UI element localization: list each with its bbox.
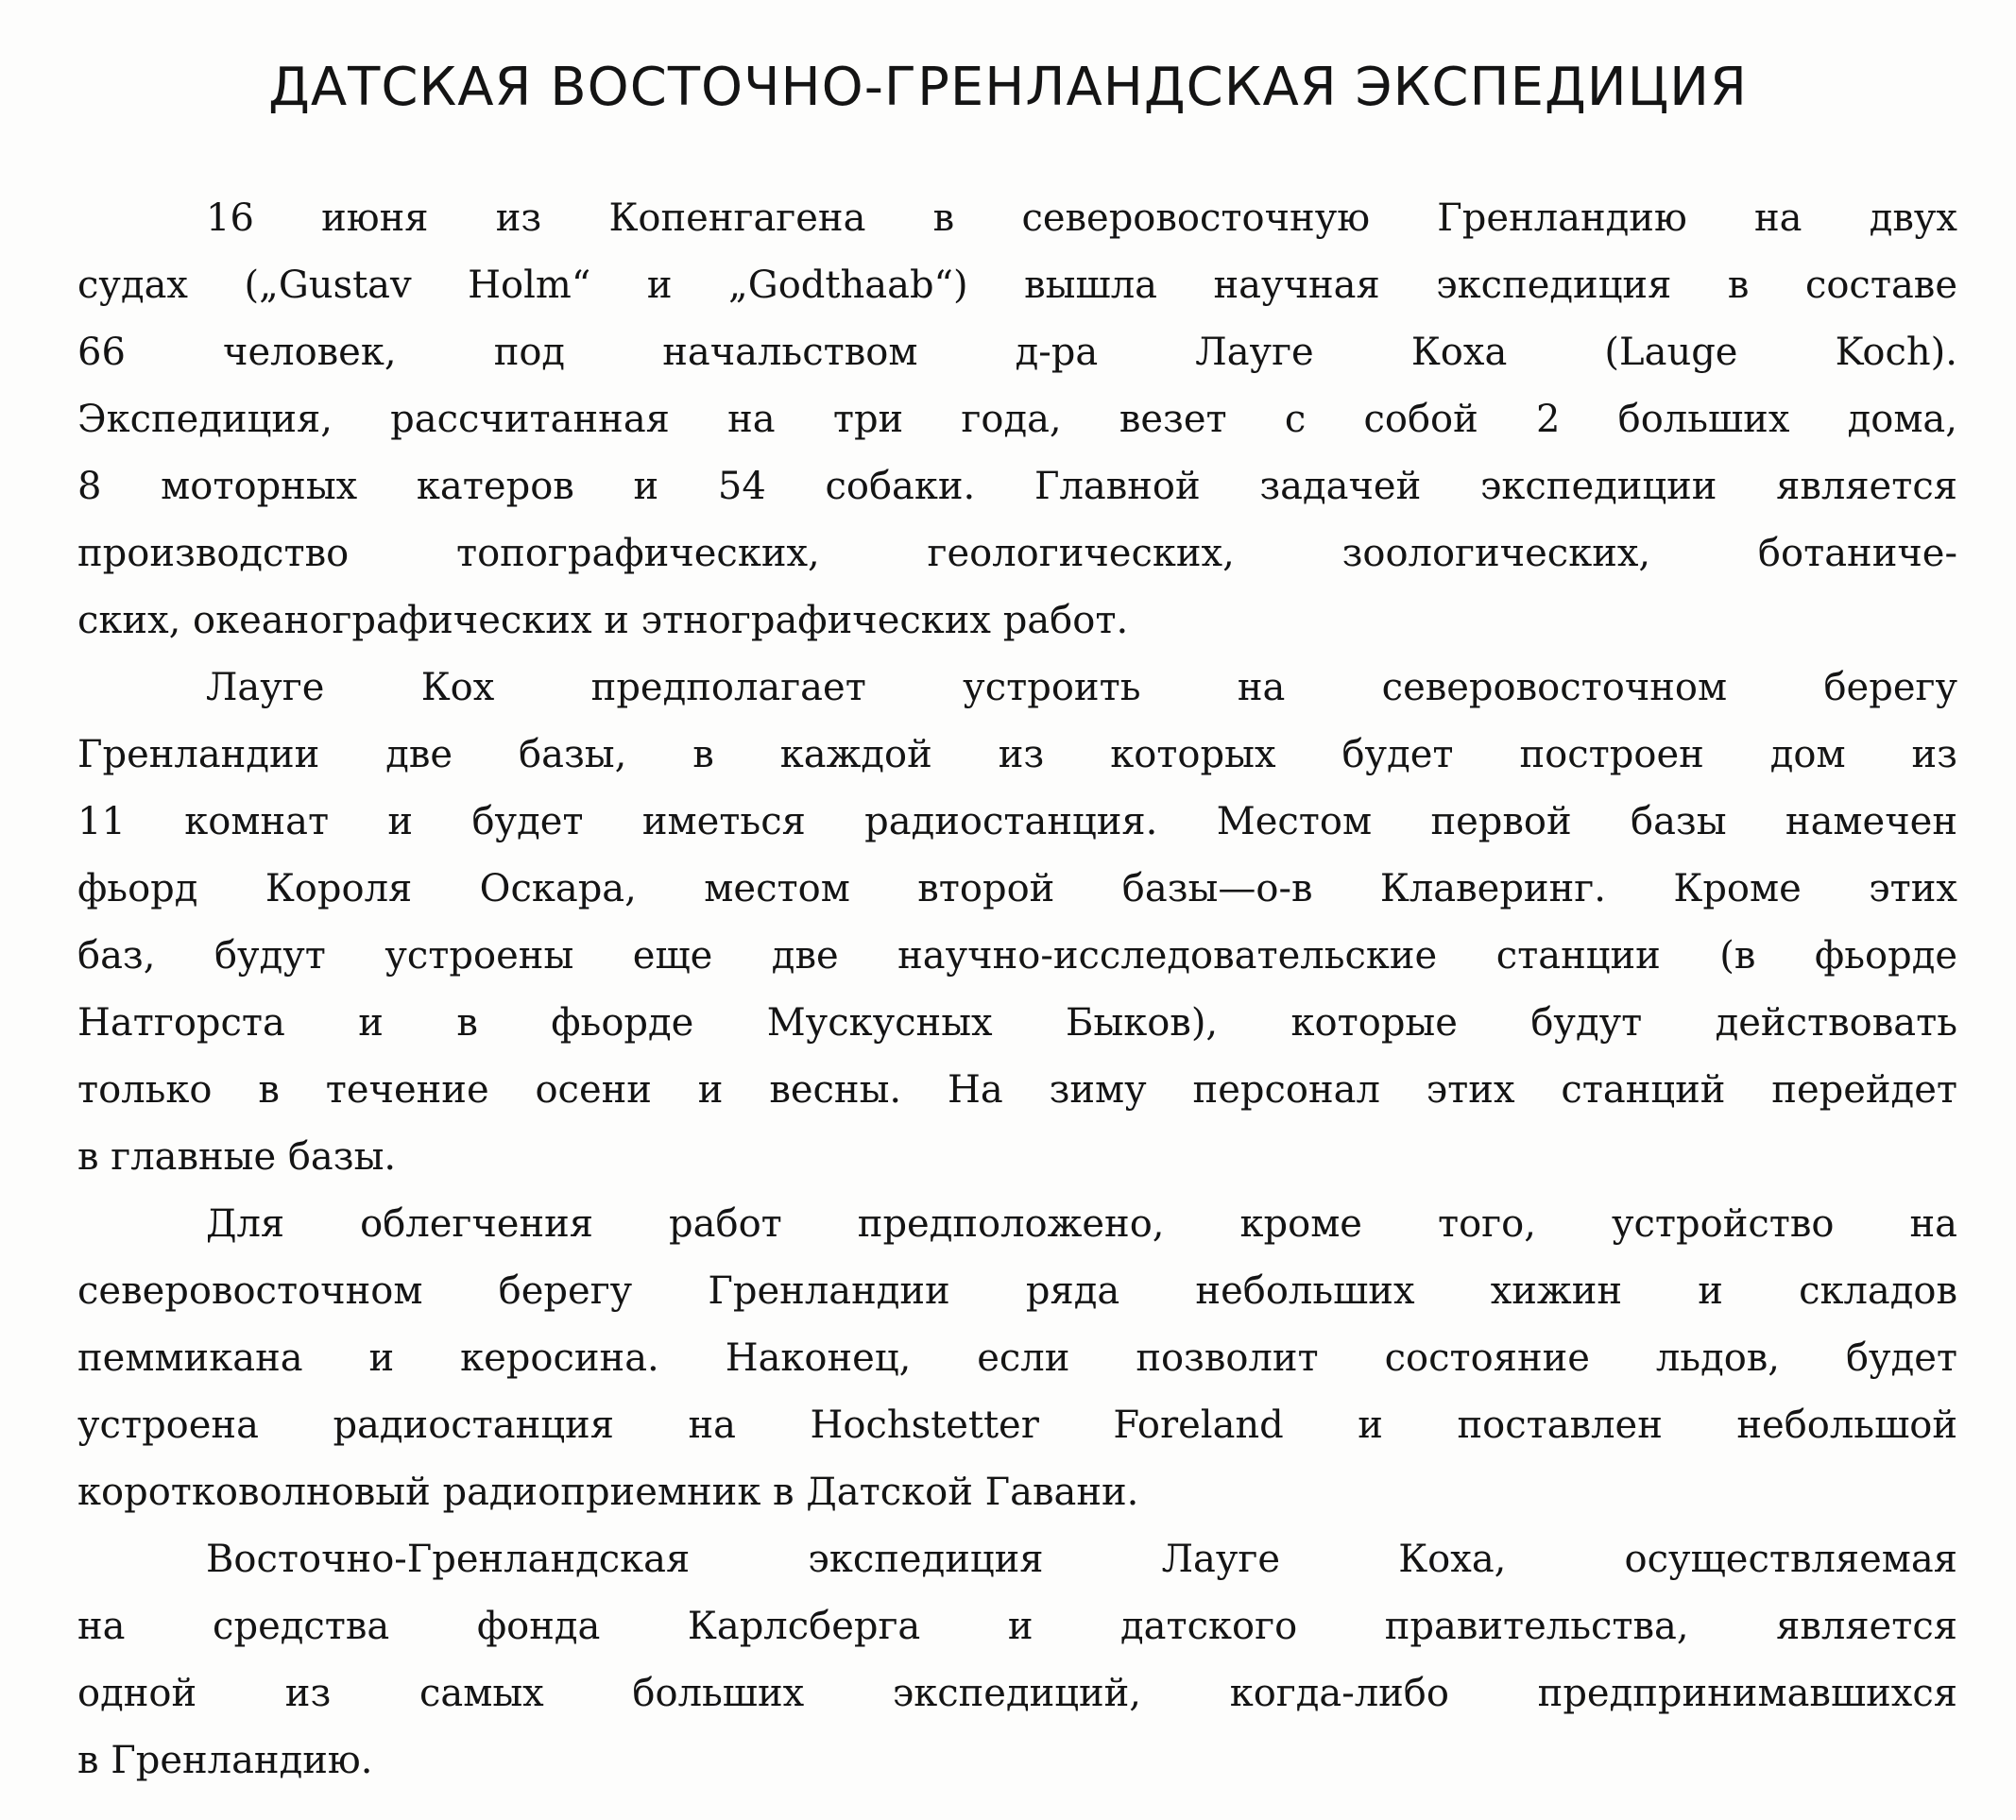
paragraph-3-line-3: пеммикана и керосина. Наконец, если позволит состояние льдов, будет xyxy=(77,1336,1957,1380)
paragraph-1-line-1: 16 июня из Копенгагена в северовосточную Гренландию на двух xyxy=(206,196,1957,240)
paragraph-3-line-5: коротковолновый радиоприемник в Датской Гавани. xyxy=(77,1471,1139,1514)
paragraph-2-line-7: только в течение осени и весны. На зиму персонал этих станций перейдет xyxy=(77,1068,1957,1112)
paragraph-2-line-5: баз, будут устроены еще две научно-исследовательские станции (в фьорде xyxy=(77,934,1957,978)
paragraph-2-line-1: Лауге Кох предполагает устроить на северовосточном берегу xyxy=(206,666,1957,709)
paragraph-2-line-3: 11 комнат и будет иметься радиостанция. Местом первой базы намечен xyxy=(77,800,1957,843)
paragraph-2-line-4: фьорд Короля Оскара, местом второй базы—о-в Клаверинг. Кроме этих xyxy=(77,867,1957,910)
paragraph-4-line-1: Восточно-Гренландская экспедиция Лауге Коха, осуществляемая xyxy=(206,1538,1957,1581)
paragraph-2-line-6: Натгорста и в фьорде Мускусных Быков), которые будут действовать xyxy=(77,1001,1957,1045)
paragraph-1-line-3: 66 человек, под начальством д-ра Лауге Коха (Lauge Koch). xyxy=(77,331,1957,374)
paragraph-2-line-8: в главные базы. xyxy=(77,1135,397,1179)
paragraph-1-line-2: судах („Gustav Holm“ и „Godthaab“) вышла научная экспедиция в составе xyxy=(77,264,1957,307)
paragraph-3-line-1: Для облегчения работ предположено, кроме того, устройство на xyxy=(206,1202,1957,1246)
document-title: ДАТСКАЯ ВОСТОЧНО-ГРЕНЛАНДСКАЯ ЭКСПЕДИЦИЯ xyxy=(268,57,1748,118)
paragraph-1-line-6: производство топографических, геологических, зоологических, ботаниче- xyxy=(77,532,1957,575)
paragraph-4-line-2: на средства фонда Карлсберга и датского правительства, является xyxy=(77,1605,1957,1648)
paragraph-2-line-2: Гренландии две базы, в каждой из которых будет построен дом из xyxy=(77,733,1957,776)
paragraph-4-line-4: в Гренландию. xyxy=(77,1739,373,1782)
paragraph-1-line-7: ских, океанографических и этнографических работ. xyxy=(77,599,1129,642)
paragraph-1-line-4: Экспедиция, рассчитанная на три года, везет с собой 2 больших дома, xyxy=(77,398,1957,441)
paragraph-3-line-2: северовосточном берегу Гренландии ряда небольших хижин и складов xyxy=(77,1269,1957,1313)
document-body xyxy=(77,185,1957,1794)
paragraph-4-line-3: одной из самых больших экспедиций, когда-либо предпринимавшихся xyxy=(77,1672,1957,1715)
paragraph-3-line-4: устроена радиостанция на Hochstetter Foreland и поставлен небольшой xyxy=(77,1403,1957,1447)
paragraph-1-line-5: 8 моторных катеров и 54 собаки. Главной задачей экспедиции является xyxy=(77,465,1957,508)
